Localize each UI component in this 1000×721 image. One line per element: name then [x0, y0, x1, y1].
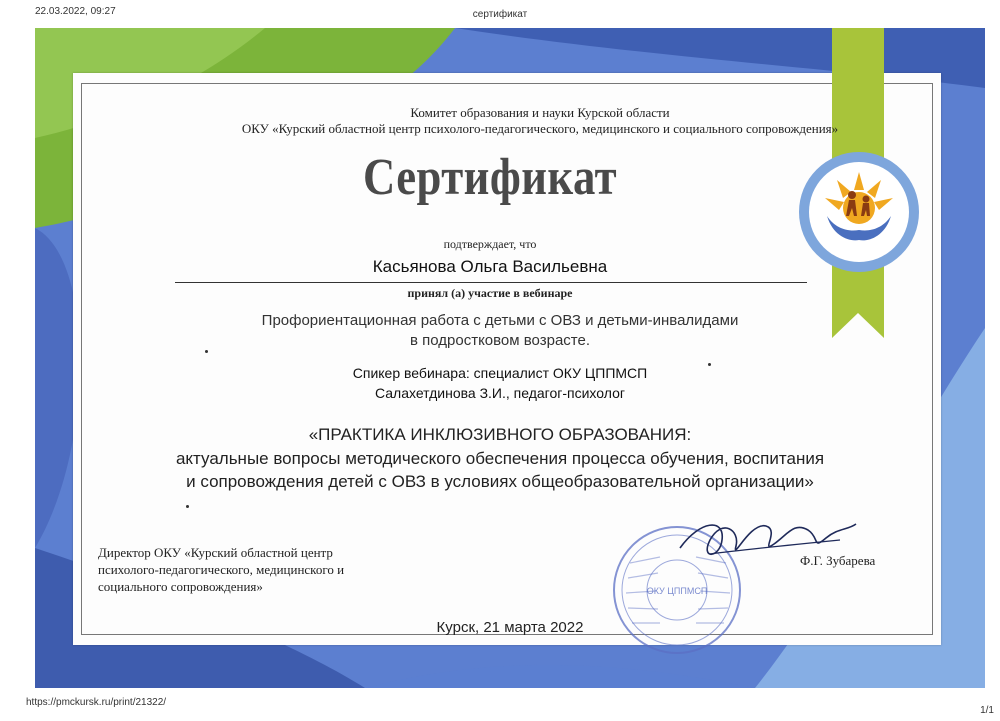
- speaker-line-2: Салахетдинова З.И., педагог-психолог: [375, 385, 625, 401]
- recipient-name: Касьянова Ольга Васильевна: [372, 257, 608, 276]
- organization-name: ОКУ «Курский областной центр психолого-педагогического, медицинского и социального сопровождения»: [241, 121, 839, 136]
- scan-speck: [186, 505, 189, 508]
- print-header: [0, 0, 1000, 22]
- webinar-title-line-1: Профориентационная работа с детьми с ОВЗ и детьми-инвалидами: [261, 312, 739, 329]
- committee-name: Комитет образования и науки Курской области: [410, 105, 670, 120]
- stamp-text: ОКУ ЦППМСП: [646, 586, 708, 596]
- medal-logo-icon: [797, 150, 921, 274]
- confirms-text: подтверждает, что: [443, 237, 537, 251]
- signer-name: Ф.Г. Зубарева: [800, 553, 876, 568]
- certificate-title: Сертификат: [363, 149, 617, 206]
- print-page-number: 1/1: [980, 705, 994, 716]
- speaker-line-1: Спикер вебинара: специалист ОКУ ЦППМСП: [352, 365, 648, 381]
- scan-speck: [205, 350, 208, 353]
- name-underline: [175, 282, 807, 283]
- topic-line-3: и сопровождения детей с ОВЗ в условиях общеобразовательной организации»: [186, 472, 814, 491]
- director-title: Директор ОКУ «Курский областной центр психолого-педагогического, медицинского и социального сопровождения»: [98, 545, 345, 594]
- print-title: сертификат: [472, 9, 528, 20]
- print-footer: [0, 691, 1000, 721]
- place-date: Курск, 21 марта 2022: [436, 619, 584, 636]
- topic-line-2: актуальные вопросы методического обеспечения процесса обучения, воспитания: [175, 449, 825, 468]
- topic-line-1: «ПРАКТИКА ИНКЛЮЗИВНОГО ОБРАЗОВАНИЯ:: [308, 425, 692, 444]
- scan-speck: [708, 363, 711, 366]
- print-url: https://pmckursk.ru/print/21322/: [26, 697, 167, 708]
- webinar-title-line-2: в подростковом возрасте.: [409, 332, 591, 349]
- print-datetime: 22.03.2022, 09:27: [35, 6, 116, 17]
- participated-text: принял (а) участие в вебинаре: [407, 286, 573, 300]
